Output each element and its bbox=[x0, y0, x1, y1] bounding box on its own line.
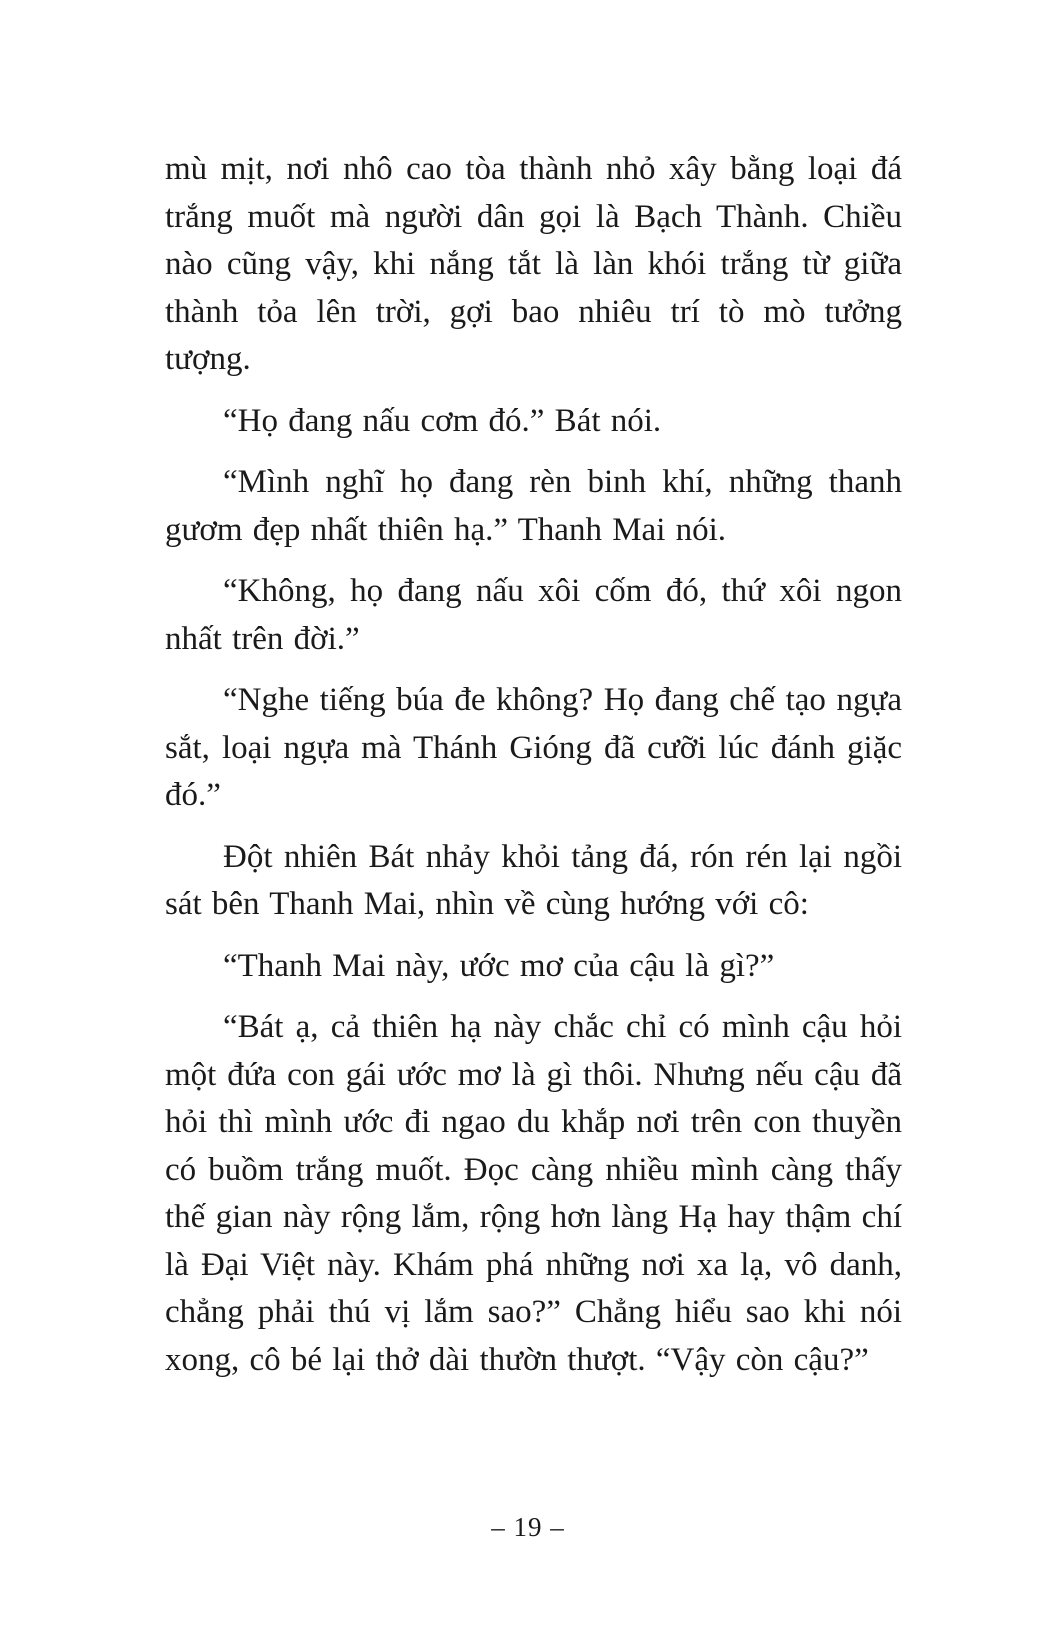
paragraph: “Thanh Mai này, ước mơ của cậu là gì?” bbox=[223, 947, 775, 984]
paragraph: “Mình nghĩ họ đang rèn binh khí, những thanh gươm đẹp nhất thiên hạ.” Thanh Mai nói. bbox=[165, 464, 902, 548]
page-number: – 19 – bbox=[491, 1512, 565, 1542]
paragraph: mù mịt, nơi nhô cao tòa thành nhỏ xây bằng loại đá trắng muốt mà người dân gọi là Bạch Thành. Chiều nào cũng vậy, khi nắng tắt là làn khói trắng từ giữa thành tỏa lên trời, gợi bao nhiêu trí tò mò tưởng tượng. bbox=[165, 151, 902, 377]
paragraph: “Không, họ đang nấu xôi cốm đó, thứ xôi ngon nhất trên đời.” bbox=[165, 573, 902, 657]
paragraph: Đột nhiên Bát nhảy khỏi tảng đá, rón rén lại ngồi sát bên Thanh Mai, nhìn về cùng hướng với cô: bbox=[165, 838, 902, 922]
paragraph: “Họ đang nấu cơm đó.” Bát nói. bbox=[223, 402, 662, 439]
page-body-text bbox=[165, 146, 902, 1384]
paragraph: “Bát ạ, cả thiên hạ này chắc chỉ có mình cậu hỏi một đứa con gái ước mơ là gì thôi. Nhưng nếu cậu đã hỏi thì mình ước đi ngao du khắp nơi trên con thuyền có buồm trắng muốt. Đọc càng nhiều mình càng thấy thế gian này rộng lắm, rộng hơn làng Hạ hay thậm chí là Đại Việt này. Khám phá những nơi xa lạ, vô danh, chẳng phải thú vị lắm sao?” Chẳng hiểu sao khi nói xong, cô bé lại thở dài thườn thượt. “Vậy còn cậu?” bbox=[165, 1009, 902, 1378]
paragraph: “Nghe tiếng búa đe không? Họ đang chế tạo ngựa sắt, loại ngựa mà Thánh Gióng đã cưỡi lúc đánh giặc đó.” bbox=[165, 682, 902, 813]
